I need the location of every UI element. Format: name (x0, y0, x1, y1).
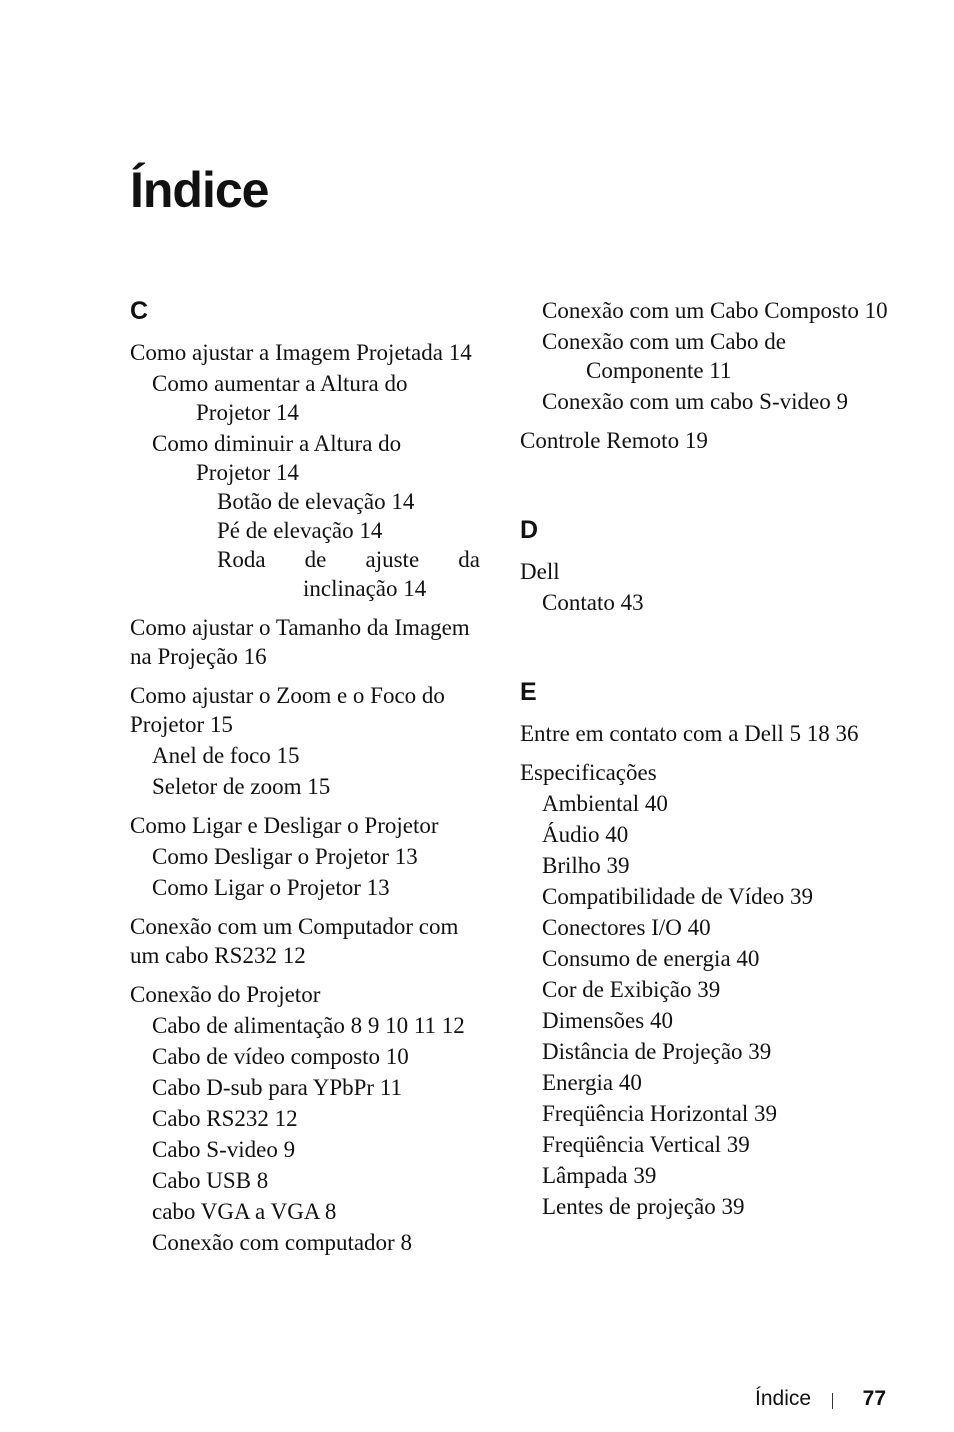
index-column-right (520, 296, 890, 1221)
index-subentry: Como Desligar o Projetor 13 (152, 844, 418, 869)
section-letter-e: E (520, 678, 537, 706)
index-subentry: Anel de foco 15 (152, 743, 300, 768)
section-letter-d: D (520, 516, 539, 544)
index-subentry: Consumo de energia 40 (542, 946, 760, 971)
index-subsubentry: Pé de elevação 14 (217, 518, 383, 543)
index-entry: Controle Remoto 19 (520, 428, 708, 453)
index-entry: Especificações (520, 760, 657, 785)
index-subentry: cabo VGA a VGA 8 (152, 1199, 337, 1224)
index-subentry: Lâmpada 39 (542, 1163, 657, 1188)
index-subentry: Cabo de vídeo composto 10 (152, 1044, 409, 1069)
index-subsubentry: Botão de elevação 14 (217, 489, 415, 514)
index-subentry: Como aumentar a Altura do Projetor 14 (152, 371, 408, 425)
index-subentry: Conexão com computador 8 (152, 1230, 412, 1255)
index-subentry: Cor de Exibição 39 (542, 977, 721, 1002)
index-subentry: Ambiental 40 (542, 791, 668, 816)
index-subentry: Conexão com um cabo S-video 9 (542, 389, 848, 414)
index-entry: Conexão do Projetor (130, 982, 321, 1007)
index-subentry: Seletor de zoom 15 (152, 774, 331, 799)
section-gap (520, 617, 890, 677)
index-subentry: Como Ligar o Projetor 13 (152, 875, 390, 900)
index-entry: Como ajustar a Imagem Projetada 14 (130, 340, 472, 365)
index-subentry: Freqüência Vertical 39 (542, 1132, 750, 1157)
page-footer (755, 1384, 886, 1414)
index-subentry: Distância de Projeção 39 (542, 1039, 772, 1064)
index-column-left (130, 296, 480, 1257)
index-subentry: Cabo S-video 9 (152, 1137, 296, 1162)
index-entry: Como ajustar o Tamanho da Imagem na Projeção 16 (130, 615, 470, 669)
index-subentry: Conexão com um Cabo de Componente 11 (542, 329, 787, 383)
index-subentry: Como diminuir a Altura do Projetor 14 (152, 431, 402, 485)
index-subsubentry: Roda de ajuste da inclinação 14 (217, 547, 480, 601)
index-subentry: Energia 40 (542, 1070, 642, 1095)
footer-section-label: Índice (755, 1387, 812, 1410)
index-subentry: Cabo USB 8 (152, 1168, 269, 1193)
index-subentry: Dimensões 40 (542, 1008, 673, 1033)
index-entry: Dell (520, 559, 560, 584)
section-gap (520, 455, 890, 515)
index-entry: Como ajustar o Zoom e o Foco do Projetor 15 (130, 683, 445, 737)
index-subentry: Cabo RS232 12 (152, 1106, 298, 1131)
index-entry: Como Ligar e Desligar o Projetor (130, 813, 439, 838)
page-number: 77 (862, 1387, 886, 1410)
index-subentry: Áudio 40 (542, 822, 629, 847)
index-subentry: Conectores I/O 40 (542, 915, 711, 940)
section-letter-c: C (130, 297, 149, 325)
index-subentry: Conexão com um Cabo Composto 10 (542, 298, 888, 323)
index-subentry: Lentes de projeção 39 (542, 1194, 745, 1219)
page-title: Índice (130, 162, 269, 218)
index-subentry: Compatibilidade de Vídeo 39 (542, 884, 814, 909)
index-entry: Conexão com um Computador com um cabo RS232 12 (130, 914, 459, 968)
index-subentry: Cabo D-sub para YPbPr 11 (152, 1075, 402, 1100)
index-subentry: Freqüência Horizontal 39 (542, 1101, 778, 1126)
index-subentry: Cabo de alimentação 8 9 10 11 12 (152, 1013, 465, 1038)
index-entry: Entre em contato com a Dell 5 18 36 (520, 721, 859, 746)
index-subentry: Contato 43 (542, 590, 644, 615)
index-subentry: Brilho 39 (542, 853, 630, 878)
footer-divider (832, 1393, 833, 1409)
